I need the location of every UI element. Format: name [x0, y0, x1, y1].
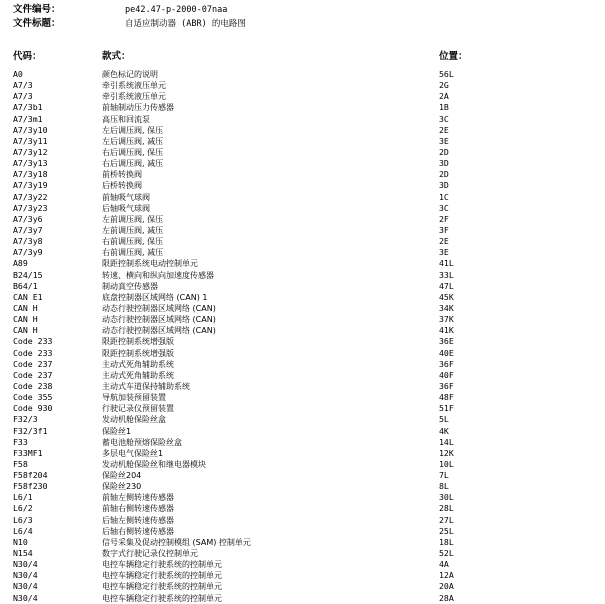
- doc-title-line: [13, 18, 246, 30]
- row-description: 前轴制动压力传感器: [102, 103, 174, 113]
- row-position: 2D: [439, 146, 449, 157]
- row-position: 28A: [439, 592, 454, 603]
- row-description: 主动式车道保持辅助系统: [102, 381, 190, 391]
- table-row: [13, 303, 598, 314]
- row-position: 37K: [439, 314, 454, 325]
- row-position: 12K: [439, 447, 454, 458]
- table-row: [13, 537, 598, 548]
- row-code: A7/3b1: [13, 102, 43, 113]
- table-row: [13, 214, 598, 225]
- table-row: [13, 192, 598, 203]
- row-code: A7/3y13: [13, 158, 48, 169]
- row-description: 后轴吸气球阀: [102, 203, 150, 213]
- row-description: 右前调压阀, 保压: [102, 237, 164, 247]
- row-position: 2F: [439, 213, 449, 224]
- table-row: [13, 136, 598, 147]
- row-code: F58f230: [13, 481, 48, 492]
- row-position: 4K: [439, 425, 449, 436]
- row-description: 蓄电池舱预熔保险丝盒: [102, 437, 182, 447]
- row-position: 48F: [439, 392, 454, 403]
- row-code: F32/3f1: [13, 425, 48, 436]
- row-description: 后轴左侧转速传感器: [102, 515, 174, 525]
- row-description: 发动机舱保险丝盒: [102, 415, 166, 425]
- row-code: CAN H: [13, 302, 38, 313]
- row-description: 高压和回流泵: [102, 114, 150, 124]
- row-code: Code 237: [13, 369, 53, 380]
- row-position: 1C: [439, 191, 449, 202]
- row-description: 底盘控制器区域网络 (CAN) 1: [102, 292, 208, 302]
- row-description: 电控车辆稳定行驶系统的控制单元: [102, 582, 222, 592]
- table-row: [13, 459, 598, 470]
- row-description: 保险丝230: [102, 482, 142, 492]
- row-description: 左前调压阀, 保压: [102, 214, 164, 224]
- row-code: Code 233: [13, 336, 53, 347]
- table-row: [13, 336, 598, 347]
- table-row: [13, 125, 598, 136]
- row-description: 前轴右侧转速传感器: [102, 504, 174, 514]
- row-position: 20A: [439, 581, 454, 592]
- row-code: A7/3y6: [13, 213, 43, 224]
- table-row: [13, 492, 598, 503]
- row-code: Code 233: [13, 347, 53, 358]
- row-description: 保险丝204: [102, 471, 142, 481]
- row-position: 5L: [439, 414, 449, 425]
- table-row: [13, 169, 598, 180]
- row-position: 25L: [439, 525, 454, 536]
- row-code: A7/3: [13, 80, 33, 91]
- row-code: CAN H: [13, 314, 38, 325]
- row-code: Code 930: [13, 403, 53, 414]
- row-code: Code 238: [13, 380, 53, 391]
- row-code: F58: [13, 458, 28, 469]
- row-position: 3E: [439, 135, 449, 146]
- row-position: 3F: [439, 224, 449, 235]
- row-position: 3D: [439, 158, 449, 169]
- table-row: [13, 80, 598, 91]
- row-position: 3C: [439, 202, 449, 213]
- row-position: 3C: [439, 113, 449, 124]
- legend-table: [13, 69, 598, 604]
- table-row: [13, 593, 598, 604]
- row-description: 前桥转换阀: [102, 170, 142, 180]
- row-description: 前轴左侧转速传感器: [102, 493, 174, 503]
- row-description: 主动式死角辅助系统: [102, 359, 174, 369]
- row-position: 36F: [439, 380, 454, 391]
- row-position: 2E: [439, 124, 449, 135]
- row-description: 牵引系统液压单元: [102, 92, 166, 102]
- row-description: 左前调压阀, 减压: [102, 225, 164, 235]
- row-code: N10: [13, 536, 28, 547]
- table-row: [13, 403, 598, 414]
- table-row: [13, 437, 598, 448]
- row-position: 12A: [439, 570, 454, 581]
- row-code: A7/3y7: [13, 224, 43, 235]
- table-row: [13, 281, 598, 292]
- row-code: A89: [13, 258, 28, 269]
- row-description: 限距控制系统增强版: [102, 348, 174, 358]
- row-code: L6/1: [13, 492, 33, 503]
- table-row: [13, 114, 598, 125]
- row-position: 40F: [439, 369, 454, 380]
- row-description: 左后调压阀, 减压: [102, 136, 164, 146]
- row-description: 限距控制系统增强版: [102, 337, 174, 347]
- row-position: 2A: [439, 91, 449, 102]
- table-row: [13, 359, 598, 370]
- row-description: 主动式死角辅助系统: [102, 370, 174, 380]
- row-code: F33MF1: [13, 447, 43, 458]
- row-position: 27L: [439, 514, 454, 525]
- row-position: 51F: [439, 403, 454, 414]
- doc-title-value: 自适应制动器 (ABR) 的电路图: [125, 19, 246, 29]
- row-code: A7/3y23: [13, 202, 48, 213]
- row-position: 41K: [439, 325, 454, 336]
- row-position: 2G: [439, 80, 449, 91]
- table-row: [13, 270, 598, 281]
- row-description: 数字式行驶记录仪控制单元: [102, 549, 198, 559]
- row-code: A7/3y11: [13, 135, 48, 146]
- row-position: 3D: [439, 180, 449, 191]
- row-description: 前轴吸气球阀: [102, 192, 150, 202]
- table-row: [13, 236, 598, 247]
- row-description: 后轴右侧转速传感器: [102, 526, 174, 536]
- row-code: A7/3y18: [13, 169, 48, 180]
- row-description: 电控车辆稳定行驶系统的控制单元: [102, 593, 222, 603]
- row-description: 电控车辆稳定行驶系统的控制单元: [102, 571, 222, 581]
- table-row: [13, 292, 598, 303]
- row-description: 限距控制系统电动控制单元: [102, 259, 198, 269]
- row-code: N30/4: [13, 559, 38, 570]
- row-description: 后桥转换阀: [102, 181, 142, 191]
- row-position: 4A: [439, 559, 449, 570]
- table-row: [13, 503, 598, 514]
- row-position: 36F: [439, 358, 454, 369]
- row-position: 36E: [439, 336, 454, 347]
- row-position: 7L: [439, 470, 449, 481]
- row-position: 30L: [439, 492, 454, 503]
- row-position: 40E: [439, 347, 454, 358]
- row-code: F58f204: [13, 470, 48, 481]
- row-position: 14L: [439, 436, 454, 447]
- row-code: A7/3y19: [13, 180, 48, 191]
- row-code: CAN H: [13, 325, 38, 336]
- table-row: [13, 147, 598, 158]
- row-description: 左后调压阀, 保压: [102, 125, 164, 135]
- doc-number-label: 文件编号：: [13, 4, 61, 15]
- row-position: 34K: [439, 302, 454, 313]
- row-description: 电控车辆稳定行驶系统的控制单元: [102, 560, 222, 570]
- row-position: 2D: [439, 169, 449, 180]
- doc-number-line: [13, 4, 227, 16]
- row-description: 多层电气保险丝1: [102, 448, 164, 458]
- row-position: 56L: [439, 69, 454, 79]
- table-row: [13, 481, 598, 492]
- row-position: 45K: [439, 291, 454, 302]
- row-code: A7/3: [13, 91, 33, 102]
- row-description: 制动真空传感器: [102, 281, 158, 291]
- table-row: [13, 158, 598, 169]
- column-header-description: 款式：: [102, 51, 131, 62]
- table-row: [13, 392, 598, 403]
- table-row: [13, 69, 598, 80]
- doc-title-label: 文件标题：: [13, 18, 61, 29]
- row-description: 行驶记录仪预留装置: [102, 404, 174, 414]
- row-code: N30/4: [13, 570, 38, 581]
- row-code: A7/3y22: [13, 191, 48, 202]
- row-position: 41L: [439, 258, 454, 269]
- row-code: L6/3: [13, 514, 33, 525]
- row-code: A7/3y12: [13, 146, 48, 157]
- row-description: 右后调压阀, 保压: [102, 147, 164, 157]
- row-code: CAN E1: [13, 291, 43, 302]
- row-description: 保险丝1: [102, 426, 132, 436]
- column-header-position: 位置：: [439, 51, 468, 62]
- table-row: [13, 247, 598, 258]
- row-description: 转速、横向和纵向加速度传感器: [102, 270, 214, 280]
- row-code: B64/1: [13, 280, 38, 291]
- table-row: [13, 314, 598, 325]
- row-position: 28L: [439, 503, 454, 514]
- row-code: A7/3y8: [13, 236, 43, 247]
- row-code: F33: [13, 436, 28, 447]
- row-description: 右前调压阀, 减压: [102, 248, 164, 258]
- row-code: L6/2: [13, 503, 33, 514]
- table-row: [13, 381, 598, 392]
- row-position: 8L: [439, 481, 449, 492]
- row-description: 颜色标记的说明: [102, 70, 158, 79]
- table-row: [13, 258, 598, 269]
- row-description: 动态行驶控制器区域网络 (CAN): [102, 303, 216, 313]
- row-code: A7/3y10: [13, 124, 48, 135]
- row-code: L6/4: [13, 525, 33, 536]
- table-row: [13, 581, 598, 592]
- row-position: 18L: [439, 536, 454, 547]
- row-description: 右后调压阀, 减压: [102, 159, 164, 169]
- row-description: 动态行驶控制器区域网络 (CAN): [102, 315, 216, 325]
- row-position: 1B: [439, 102, 449, 113]
- row-description: 导航加装预留装置: [102, 393, 166, 403]
- table-row: [13, 559, 598, 570]
- table-row: [13, 203, 598, 214]
- table-row: [13, 570, 598, 581]
- doc-number-value: pe42.47-p-2000-07naa: [125, 5, 228, 15]
- row-description: 信号采集及促动控制模组 (SAM) 控制单元: [102, 537, 251, 547]
- table-row: [13, 370, 598, 381]
- row-code: F32/3: [13, 414, 38, 425]
- row-code: A0: [13, 69, 23, 79]
- row-code: A7/3m1: [13, 113, 43, 124]
- row-position: 3E: [439, 247, 449, 258]
- table-row: [13, 414, 598, 425]
- table-row: [13, 180, 598, 191]
- row-code: Code 355: [13, 392, 53, 403]
- table-row: [13, 102, 598, 113]
- table-row: [13, 448, 598, 459]
- row-code: N30/4: [13, 592, 38, 603]
- row-code: B24/15: [13, 269, 43, 280]
- table-row: [13, 548, 598, 559]
- row-description: 发动机舱保险丝和继电器模块: [102, 459, 206, 469]
- row-code: N154: [13, 548, 33, 559]
- row-position: 47L: [439, 280, 454, 291]
- column-header-code: 代码：: [13, 51, 42, 62]
- row-position: 2E: [439, 236, 449, 247]
- row-position: 52L: [439, 548, 454, 559]
- row-code: Code 237: [13, 358, 53, 369]
- row-description: 动态行驶控制器区域网络 (CAN): [102, 326, 216, 336]
- table-row: [13, 426, 598, 437]
- table-row: [13, 225, 598, 236]
- table-row: [13, 515, 598, 526]
- row-position: 10L: [439, 458, 454, 469]
- table-row: [13, 470, 598, 481]
- table-row: [13, 91, 598, 102]
- row-position: 33L: [439, 269, 454, 280]
- table-row: [13, 348, 598, 359]
- table-row: [13, 325, 598, 336]
- table-row: [13, 526, 598, 537]
- row-code: N30/4: [13, 581, 38, 592]
- row-description: 牵引系统液压单元: [102, 81, 166, 91]
- row-code: A7/3y9: [13, 247, 43, 258]
